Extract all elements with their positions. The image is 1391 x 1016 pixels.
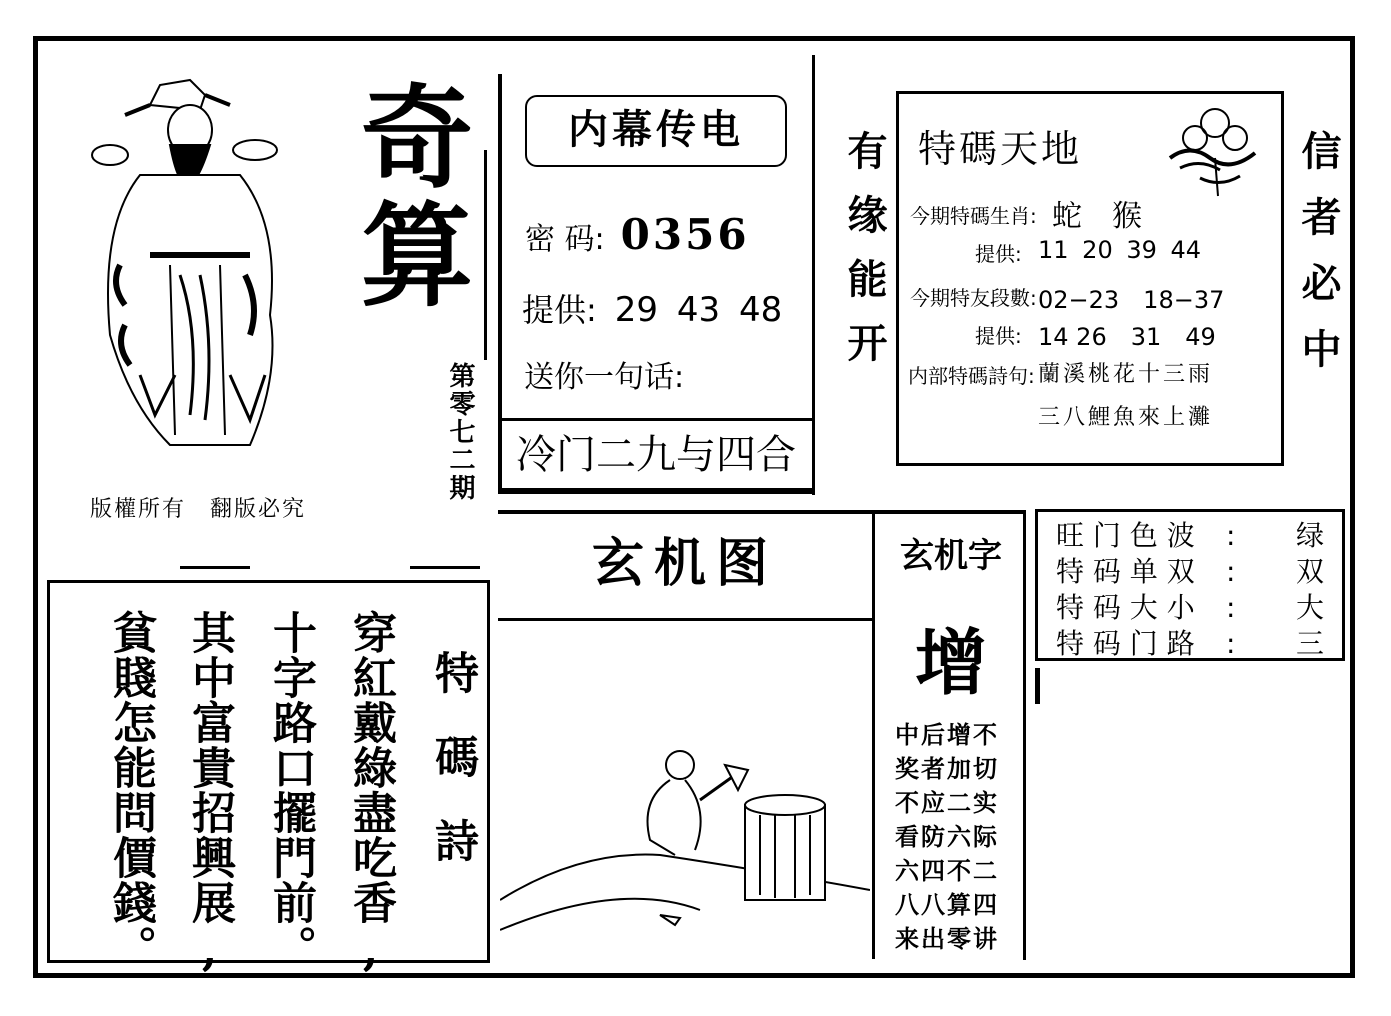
mystery-right-border <box>872 514 875 959</box>
grid-row: 看防六际 <box>895 823 999 851</box>
flower-icon <box>1160 98 1270 198</box>
poem-line: 其中富貴招興展, <box>184 610 235 977</box>
range-value: 02−23 18−37 <box>1038 286 1225 314</box>
provide2-label: 提供: <box>975 324 1022 348</box>
info-label: 特 码 门 路 <box>1056 627 1195 660</box>
password-value: 0356 <box>620 210 750 259</box>
poem-line: 十字路口擺門前。 <box>265 610 316 970</box>
info-row <box>1056 626 1342 662</box>
title-divider <box>484 150 487 360</box>
info-row <box>1056 590 1342 626</box>
grid-row: 来出零讲 <box>895 925 999 953</box>
mystery-word-right-border <box>1023 510 1026 960</box>
poem-line: 穿紅戴綠盡吃香, <box>345 610 396 977</box>
issue-number: 第零七二期 <box>445 362 475 502</box>
info-table <box>1035 509 1345 661</box>
poem-line-2: 三八鯉魚來上灘 <box>1038 405 1214 430</box>
fate-text: 有缘能开 <box>841 130 887 386</box>
info-row <box>1056 554 1342 590</box>
password-label: 密 码: <box>525 222 605 257</box>
inside-right-border <box>812 55 815 495</box>
provide-value: 29 43 48 <box>614 290 783 330</box>
zodiac-values: 蛇 猴 <box>1052 199 1142 234</box>
info-value: 双 <box>1296 555 1325 588</box>
provide2-value: 14 26 31 49 <box>1038 323 1216 351</box>
copyright-text: 版權所有 翻版必究 <box>90 497 307 522</box>
grid-row: 八八算四 <box>895 891 999 919</box>
believer-text: 信者必中 <box>1295 130 1341 394</box>
mystery-word-grid <box>895 718 999 956</box>
info-table-marker <box>1035 668 1040 704</box>
deity-illustration <box>80 75 320 455</box>
grid-row: 六四不二 <box>895 857 999 885</box>
grid-row: 中后增不 <box>895 721 999 749</box>
mystery-word-char: 增 <box>914 621 987 705</box>
info-label: 旺 门 色 波 <box>1056 519 1195 552</box>
provide1-label: 提供: <box>975 242 1022 266</box>
poem-title: 特碼詩 <box>427 650 478 902</box>
info-row <box>1056 518 1342 554</box>
zodiac-label: 今期特碼生肖: <box>910 204 1037 228</box>
grid-row: 奖者加切 <box>895 755 999 783</box>
info-label: 特 码 大 小 <box>1056 591 1195 624</box>
gift-label: 送你一句话: <box>524 360 685 395</box>
info-colon: : <box>1226 627 1236 660</box>
info-colon: : <box>1226 519 1236 552</box>
mystery-word-title: 玄机字 <box>900 536 1002 576</box>
mystery-picture-title: 玄机图 <box>498 514 872 621</box>
range-label: 今期特友段數: <box>910 286 1037 310</box>
info-value: 大 <box>1296 591 1325 624</box>
title-char-suan: 算 <box>361 192 473 322</box>
info-colon: : <box>1226 591 1236 624</box>
title-char-qi: 奇 <box>361 74 473 204</box>
grid-row: 不应二实 <box>895 789 999 817</box>
mystery-illustration <box>500 730 870 955</box>
provide-label: 提供: <box>522 291 597 329</box>
mystery-word-top-border <box>878 510 1023 514</box>
info-value: 绿 <box>1296 519 1325 552</box>
poem-label: 内部特碼詩句: <box>908 364 1035 388</box>
inside-heading: 内幕传电 <box>525 95 787 167</box>
provide1-value: 11 20 39 44 <box>1038 236 1202 264</box>
poem-top-dash <box>180 566 250 569</box>
poem-line-1: 蘭溪桃花十三雨 <box>1038 362 1214 387</box>
poem-line: 貧賤怎能問價錢。 <box>105 610 156 970</box>
poem-top-dash <box>410 566 480 569</box>
info-label: 特 码 单 双 <box>1056 555 1195 588</box>
info-value: 三 <box>1296 627 1325 660</box>
info-colon: : <box>1226 555 1236 588</box>
special-world-heading: 特碼天地 <box>918 127 1083 171</box>
gift-phrase: 冷门二九与四合 <box>500 418 812 494</box>
